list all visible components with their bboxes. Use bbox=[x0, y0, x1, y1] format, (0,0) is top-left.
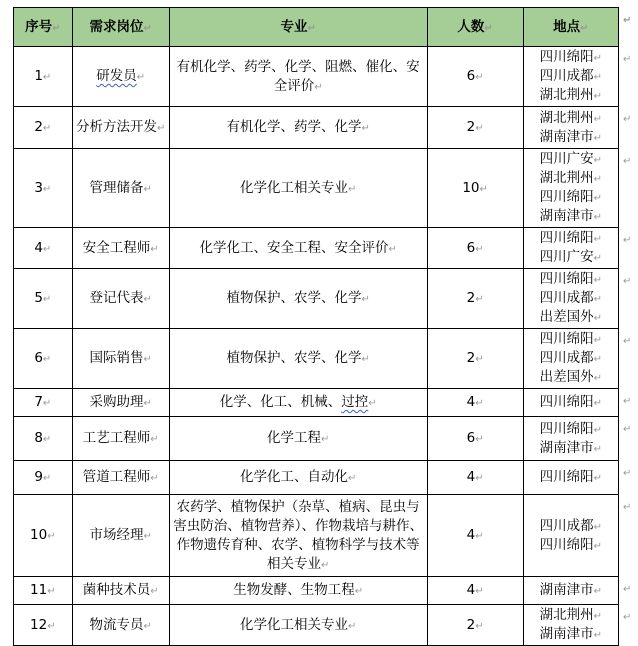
paragraph-mark-icon: ↵ bbox=[623, 234, 632, 246]
row-index: 11 bbox=[30, 582, 48, 598]
position-name: 国际销售 bbox=[89, 350, 144, 366]
cell-count bbox=[427, 495, 523, 577]
paragraph-mark-icon: ↵ bbox=[42, 294, 52, 305]
row-end-gutter bbox=[619, 495, 638, 577]
paragraph-mark-icon: ↵ bbox=[593, 234, 603, 245]
paragraph-mark-icon: ↵ bbox=[484, 22, 493, 34]
row-end-gutter bbox=[619, 269, 638, 329]
cell-major bbox=[169, 577, 427, 605]
major-text: 植物保护、农学、化学 bbox=[226, 350, 362, 366]
headcount-value: 6 bbox=[466, 430, 476, 446]
paragraph-mark-icon: ↵ bbox=[47, 531, 56, 542]
location-text: 四川成都 bbox=[539, 350, 594, 366]
row-end-gutter bbox=[619, 577, 638, 605]
cell-count bbox=[427, 107, 523, 149]
cell-index bbox=[14, 495, 73, 577]
header-col-position bbox=[72, 8, 169, 47]
location-line bbox=[527, 169, 615, 188]
paragraph-mark-icon: ↵ bbox=[623, 275, 632, 287]
position-name: 管理储备 bbox=[89, 179, 144, 196]
location-line bbox=[527, 330, 615, 349]
headcount-value: 2 bbox=[466, 119, 476, 135]
location-line bbox=[527, 270, 615, 289]
location-text: 湖南津市 bbox=[539, 626, 594, 642]
table-row bbox=[14, 329, 638, 389]
paragraph-mark-icon: ↵ bbox=[42, 123, 52, 134]
location-line bbox=[527, 48, 615, 67]
paragraph-mark-icon: ↵ bbox=[150, 243, 159, 255]
location-text: 四川广安 bbox=[539, 151, 594, 167]
table-row bbox=[14, 228, 638, 269]
paragraph-mark-icon: ↵ bbox=[593, 354, 603, 365]
table-row bbox=[14, 269, 638, 329]
cell-position bbox=[72, 149, 169, 228]
paragraph-mark-icon: ↵ bbox=[593, 53, 603, 64]
row-end-gutter bbox=[619, 47, 638, 107]
cell-count bbox=[427, 47, 523, 107]
paragraph-mark-icon: ↵ bbox=[475, 294, 484, 305]
paragraph-mark-icon: ↵ bbox=[475, 354, 484, 365]
location-line bbox=[527, 67, 615, 86]
cell-position bbox=[72, 269, 169, 329]
major-text: 有机化学、药学、化学 bbox=[226, 119, 362, 135]
major-text: 化学工程 bbox=[266, 430, 321, 446]
cell-location bbox=[523, 329, 618, 389]
row-index: 8 bbox=[34, 430, 43, 446]
paragraph-mark-icon: ↵ bbox=[593, 72, 603, 83]
major-text: 农药学、植物保护（杂草、植病、昆虫与害虫防治、植物营养）、作物栽培与耕作、作物遗传育种、农学、植物科学与技术等相关专业 bbox=[173, 498, 424, 572]
cell-position bbox=[72, 47, 169, 107]
cell-location bbox=[523, 47, 618, 107]
headcount-value: 4 bbox=[466, 582, 476, 598]
major-text: 化学化工相关专业 bbox=[239, 179, 348, 196]
major-text: 生物发酵、生物工程 bbox=[233, 582, 355, 598]
row-index: 9 bbox=[34, 469, 43, 485]
location-line bbox=[527, 393, 615, 412]
headcount-value: 4 bbox=[466, 394, 476, 410]
location-text: 湖南津市 bbox=[539, 208, 594, 224]
paragraph-mark-icon: ↵ bbox=[475, 531, 484, 542]
row-end-gutter bbox=[619, 461, 638, 495]
location-line bbox=[527, 420, 615, 439]
paragraph-mark-icon: ↵ bbox=[347, 183, 357, 195]
paragraph-mark-icon: ↵ bbox=[593, 398, 603, 409]
cell-major bbox=[169, 461, 427, 495]
header-label: 人数 bbox=[457, 18, 485, 35]
cell-major bbox=[169, 149, 427, 228]
paragraph-mark-icon: ↵ bbox=[143, 183, 152, 195]
cell-index bbox=[14, 389, 73, 417]
row-index: 5 bbox=[34, 290, 43, 306]
location-line bbox=[527, 349, 615, 368]
cell-count bbox=[427, 417, 523, 461]
cell-count bbox=[427, 329, 523, 389]
paragraph-mark-icon: ↵ bbox=[593, 174, 603, 185]
position-name: 安全工程师 bbox=[82, 239, 151, 256]
cell-count bbox=[427, 149, 523, 228]
row-end-gutter bbox=[619, 107, 638, 149]
paragraph-mark-icon: ↵ bbox=[475, 72, 484, 83]
paragraph-mark-icon: ↵ bbox=[475, 473, 484, 484]
header-label: 地点 bbox=[553, 18, 581, 35]
paragraph-mark-icon: ↵ bbox=[593, 113, 603, 125]
paragraph-mark-icon: ↵ bbox=[623, 14, 632, 26]
header-col-major bbox=[169, 8, 427, 47]
paragraph-mark-icon: ↵ bbox=[593, 253, 603, 264]
header-label: 需求岗位 bbox=[89, 18, 144, 35]
paragraph-mark-icon: ↵ bbox=[42, 354, 52, 365]
paragraph-mark-icon: ↵ bbox=[52, 22, 61, 34]
header-label: 序号 bbox=[25, 18, 53, 35]
location-line bbox=[527, 289, 615, 308]
position-name: 菌种技术员 bbox=[82, 582, 151, 598]
location-text: 出差国外 bbox=[539, 309, 594, 325]
paragraph-mark-icon: ↵ bbox=[623, 53, 632, 65]
paragraph-mark-icon: ↵ bbox=[361, 354, 370, 365]
row-end-gutter bbox=[619, 605, 638, 646]
paragraph-mark-icon: ↵ bbox=[314, 81, 323, 93]
location-line bbox=[527, 368, 615, 387]
table-row bbox=[14, 389, 638, 417]
paragraph-mark-icon: ↵ bbox=[143, 531, 152, 542]
headcount-value: 6 bbox=[466, 239, 476, 256]
location-text: 湖南津市 bbox=[539, 582, 594, 598]
major-text: 化学化工相关专业 bbox=[239, 616, 348, 633]
major-text-wavy: 过控 bbox=[341, 394, 369, 410]
paragraph-mark-icon: ↵ bbox=[593, 540, 603, 552]
paragraph-mark-icon: ↵ bbox=[593, 294, 603, 305]
location-text: 四川绵阳 bbox=[539, 331, 594, 347]
header-col-index bbox=[14, 8, 73, 47]
header-row bbox=[14, 8, 638, 47]
row-index: 6 bbox=[34, 350, 43, 366]
cell-count bbox=[427, 269, 523, 329]
paragraph-mark-icon: ↵ bbox=[143, 22, 152, 34]
location-text: 四川绵阳 bbox=[539, 189, 594, 205]
cell-location bbox=[523, 417, 618, 461]
paragraph-mark-icon: ↵ bbox=[475, 586, 484, 597]
location-line bbox=[527, 128, 615, 147]
cell-location bbox=[523, 495, 618, 577]
paragraph-mark-icon: ↵ bbox=[593, 132, 603, 144]
position-name: 研发员 bbox=[96, 68, 137, 84]
position-name: 物流专员 bbox=[89, 616, 144, 633]
location-text: 四川绵阳 bbox=[539, 394, 594, 410]
paragraph-mark-icon: ↵ bbox=[388, 243, 397, 255]
paragraph-mark-icon: ↵ bbox=[307, 22, 316, 34]
row-end-gutter bbox=[619, 417, 638, 461]
location-text: 四川绵阳 bbox=[539, 469, 594, 485]
major-text: 有机化学、药学、化学、阻燃、催化、安全评价 bbox=[176, 58, 420, 94]
row-end-gutter bbox=[619, 329, 638, 389]
cell-location bbox=[523, 269, 618, 329]
paragraph-mark-icon: ↵ bbox=[150, 473, 159, 484]
location-line bbox=[527, 207, 615, 226]
table-row bbox=[14, 577, 638, 605]
paragraph-mark-icon: ↵ bbox=[623, 501, 632, 513]
paragraph-mark-icon: ↵ bbox=[47, 620, 56, 632]
paragraph-mark-icon: ↵ bbox=[136, 72, 146, 83]
paragraph-mark-icon: ↵ bbox=[150, 434, 159, 445]
cell-position bbox=[72, 605, 169, 646]
paragraph-mark-icon: ↵ bbox=[143, 354, 152, 365]
location-text: 四川成都 bbox=[539, 290, 594, 306]
paragraph-mark-icon: ↵ bbox=[593, 373, 603, 384]
paragraph-mark-icon: ↵ bbox=[593, 275, 603, 286]
cell-major bbox=[169, 495, 427, 577]
table-row bbox=[14, 107, 638, 149]
paragraph-mark-icon: ↵ bbox=[320, 434, 330, 445]
paragraph-mark-icon: ↵ bbox=[150, 586, 159, 597]
cell-location bbox=[523, 605, 618, 646]
cell-major bbox=[169, 389, 427, 417]
location-text: 四川绵阳 bbox=[539, 420, 594, 437]
cell-position bbox=[72, 577, 169, 605]
location-text: 四川广安 bbox=[539, 249, 594, 265]
cell-location bbox=[523, 228, 618, 269]
cell-index bbox=[14, 605, 73, 646]
paragraph-mark-icon: ↵ bbox=[368, 398, 377, 409]
headcount-value: 4 bbox=[466, 527, 476, 543]
row-index: 4 bbox=[34, 239, 43, 256]
paragraph-mark-icon: ↵ bbox=[623, 467, 632, 479]
major-text: 化学、化工、机械、 bbox=[219, 394, 342, 410]
paragraph-mark-icon: ↵ bbox=[347, 473, 357, 484]
major-text: 化学化工、自动化 bbox=[239, 469, 348, 485]
paragraph-mark-icon: ↵ bbox=[475, 398, 484, 409]
cell-count bbox=[427, 605, 523, 646]
location-line bbox=[527, 536, 615, 555]
cell-index bbox=[14, 47, 73, 107]
paragraph-mark-icon: ↵ bbox=[479, 183, 488, 195]
location-text: 四川绵阳 bbox=[539, 230, 594, 246]
paragraph-mark-icon: ↵ bbox=[580, 22, 589, 34]
table-row bbox=[14, 461, 638, 495]
paragraph-mark-icon: ↵ bbox=[623, 113, 632, 125]
paragraph-mark-icon: ↵ bbox=[320, 559, 330, 571]
paragraph-mark-icon: ↵ bbox=[475, 243, 484, 255]
cell-major bbox=[169, 228, 427, 269]
position-name: 市场经理 bbox=[89, 527, 144, 543]
headcount-value: 10 bbox=[462, 179, 480, 196]
paragraph-mark-icon: ↵ bbox=[593, 193, 603, 204]
headcount-value: 6 bbox=[466, 68, 476, 84]
cell-location bbox=[523, 577, 618, 605]
cell-major bbox=[169, 47, 427, 107]
row-index: 12 bbox=[30, 616, 48, 633]
paragraph-mark-icon: ↵ bbox=[42, 434, 52, 445]
cell-index bbox=[14, 417, 73, 461]
paragraph-mark-icon: ↵ bbox=[347, 620, 357, 632]
paragraph-mark-icon: ↵ bbox=[354, 586, 364, 597]
paragraph-mark-icon: ↵ bbox=[143, 294, 152, 305]
cell-count bbox=[427, 461, 523, 495]
paragraph-mark-icon: ↵ bbox=[623, 583, 632, 595]
location-line bbox=[527, 109, 615, 128]
location-line bbox=[527, 229, 615, 248]
major-text: 植物保护、农学、化学 bbox=[226, 290, 362, 306]
cell-major bbox=[169, 417, 427, 461]
header-label: 专业 bbox=[280, 18, 308, 35]
paragraph-mark-icon: ↵ bbox=[593, 424, 603, 436]
paragraph-mark-icon: ↵ bbox=[475, 620, 484, 632]
location-text: 湖北荆州 bbox=[539, 607, 594, 623]
paragraph-mark-icon: ↵ bbox=[623, 155, 632, 167]
header-col-count bbox=[427, 8, 523, 47]
paragraph-mark-icon: ↵ bbox=[143, 620, 152, 632]
position-name: 管道工程师 bbox=[82, 469, 151, 485]
position-name: 采购助理 bbox=[89, 394, 144, 410]
position-name: 分析方法开发 bbox=[76, 119, 158, 135]
paragraph-mark-icon: ↵ bbox=[623, 423, 632, 435]
recruitment-table bbox=[13, 7, 638, 646]
headcount-value: 2 bbox=[466, 350, 476, 366]
location-line bbox=[527, 625, 615, 644]
paragraph-mark-icon: ↵ bbox=[42, 398, 52, 409]
location-line bbox=[527, 150, 615, 169]
paragraph-mark-icon: ↵ bbox=[361, 123, 370, 134]
cell-position bbox=[72, 329, 169, 389]
cell-position bbox=[72, 417, 169, 461]
paragraph-mark-icon: ↵ bbox=[42, 72, 52, 83]
paragraph-mark-icon: ↵ bbox=[593, 91, 603, 102]
cell-index bbox=[14, 149, 73, 228]
location-text: 四川成都 bbox=[539, 68, 594, 84]
position-name: 登记代表 bbox=[89, 290, 144, 306]
cell-position bbox=[72, 228, 169, 269]
paragraph-mark-icon: ↵ bbox=[475, 123, 484, 134]
location-line bbox=[527, 517, 615, 536]
table-row bbox=[14, 47, 638, 107]
row-index: 7 bbox=[34, 394, 43, 410]
cell-location bbox=[523, 461, 618, 495]
location-text: 四川绵阳 bbox=[539, 271, 594, 287]
cell-position bbox=[72, 495, 169, 577]
cell-major bbox=[169, 107, 427, 149]
location-line bbox=[527, 308, 615, 327]
location-line bbox=[527, 188, 615, 207]
paragraph-mark-icon: ↵ bbox=[475, 434, 484, 445]
paragraph-mark-icon: ↵ bbox=[42, 183, 52, 195]
paragraph-mark-icon: ↵ bbox=[157, 123, 166, 134]
location-line bbox=[527, 468, 615, 487]
cell-major bbox=[169, 329, 427, 389]
paragraph-mark-icon: ↵ bbox=[143, 398, 152, 409]
cell-major bbox=[169, 605, 427, 646]
paragraph-mark-icon: ↵ bbox=[593, 335, 603, 346]
location-line bbox=[527, 248, 615, 267]
table-row bbox=[14, 149, 638, 228]
paragraph-mark-icon: ↵ bbox=[593, 313, 603, 324]
location-text: 湖北荆州 bbox=[539, 87, 594, 103]
cell-index bbox=[14, 107, 73, 149]
cell-position bbox=[72, 389, 169, 417]
headcount-value: 2 bbox=[466, 290, 476, 306]
row-end-gutter bbox=[619, 149, 638, 228]
row-index: 10 bbox=[30, 527, 48, 543]
position-name: 工艺工程师 bbox=[82, 430, 151, 446]
cell-location bbox=[523, 389, 618, 417]
location-text: 湖北荆州 bbox=[539, 170, 594, 186]
paragraph-mark-icon: ↵ bbox=[42, 243, 52, 255]
row-index: 1 bbox=[34, 68, 43, 84]
paragraph-mark-icon: ↵ bbox=[593, 586, 603, 597]
cell-position bbox=[72, 107, 169, 149]
paragraph-mark-icon: ↵ bbox=[593, 611, 603, 622]
location-text: 四川成都 bbox=[539, 517, 594, 534]
location-text: 湖南津市 bbox=[539, 128, 594, 145]
cell-index bbox=[14, 577, 73, 605]
header-col-location bbox=[523, 8, 618, 47]
paragraph-mark-icon: ↵ bbox=[42, 473, 52, 484]
location-text: 四川绵阳 bbox=[539, 49, 594, 65]
cell-location bbox=[523, 107, 618, 149]
table-row bbox=[14, 417, 638, 461]
cell-index bbox=[14, 329, 73, 389]
location-text: 湖南津市 bbox=[539, 439, 594, 456]
headcount-value: 4 bbox=[466, 469, 476, 485]
cell-index bbox=[14, 461, 73, 495]
paragraph-mark-icon: ↵ bbox=[593, 212, 603, 223]
paragraph-mark-icon: ↵ bbox=[47, 586, 56, 597]
paragraph-mark-icon: ↵ bbox=[593, 630, 603, 641]
row-end-gutter bbox=[619, 8, 638, 47]
table-body bbox=[14, 47, 638, 646]
major-text: 化学化工、安全工程、安全评价 bbox=[199, 239, 389, 256]
cell-index bbox=[14, 228, 73, 269]
cell-major bbox=[169, 269, 427, 329]
paragraph-mark-icon: ↵ bbox=[623, 395, 632, 407]
paragraph-mark-icon: ↵ bbox=[623, 335, 632, 347]
paragraph-mark-icon: ↵ bbox=[361, 294, 370, 305]
row-index: 3 bbox=[34, 179, 43, 196]
document-page bbox=[13, 7, 638, 646]
location-line bbox=[527, 86, 615, 105]
cell-count bbox=[427, 577, 523, 605]
row-index: 2 bbox=[34, 119, 43, 135]
location-line bbox=[527, 439, 615, 458]
table-row bbox=[14, 495, 638, 577]
paragraph-mark-icon: ↵ bbox=[593, 473, 603, 484]
location-line bbox=[527, 606, 615, 625]
paragraph-mark-icon: ↵ bbox=[623, 611, 632, 623]
table-row bbox=[14, 605, 638, 646]
location-text: 四川绵阳 bbox=[539, 536, 594, 553]
cell-count bbox=[427, 389, 523, 417]
paragraph-mark-icon: ↵ bbox=[593, 155, 603, 166]
paragraph-mark-icon: ↵ bbox=[593, 521, 603, 533]
headcount-value: 2 bbox=[466, 616, 476, 633]
location-text: 出差国外 bbox=[539, 369, 594, 385]
cell-location bbox=[523, 149, 618, 228]
cell-count bbox=[427, 228, 523, 269]
row-end-gutter bbox=[619, 228, 638, 269]
paragraph-mark-icon: ↵ bbox=[593, 443, 603, 455]
location-line bbox=[527, 581, 615, 600]
row-end-gutter bbox=[619, 389, 638, 417]
cell-position bbox=[72, 461, 169, 495]
cell-index bbox=[14, 269, 73, 329]
location-text: 湖北荆州 bbox=[539, 109, 594, 126]
